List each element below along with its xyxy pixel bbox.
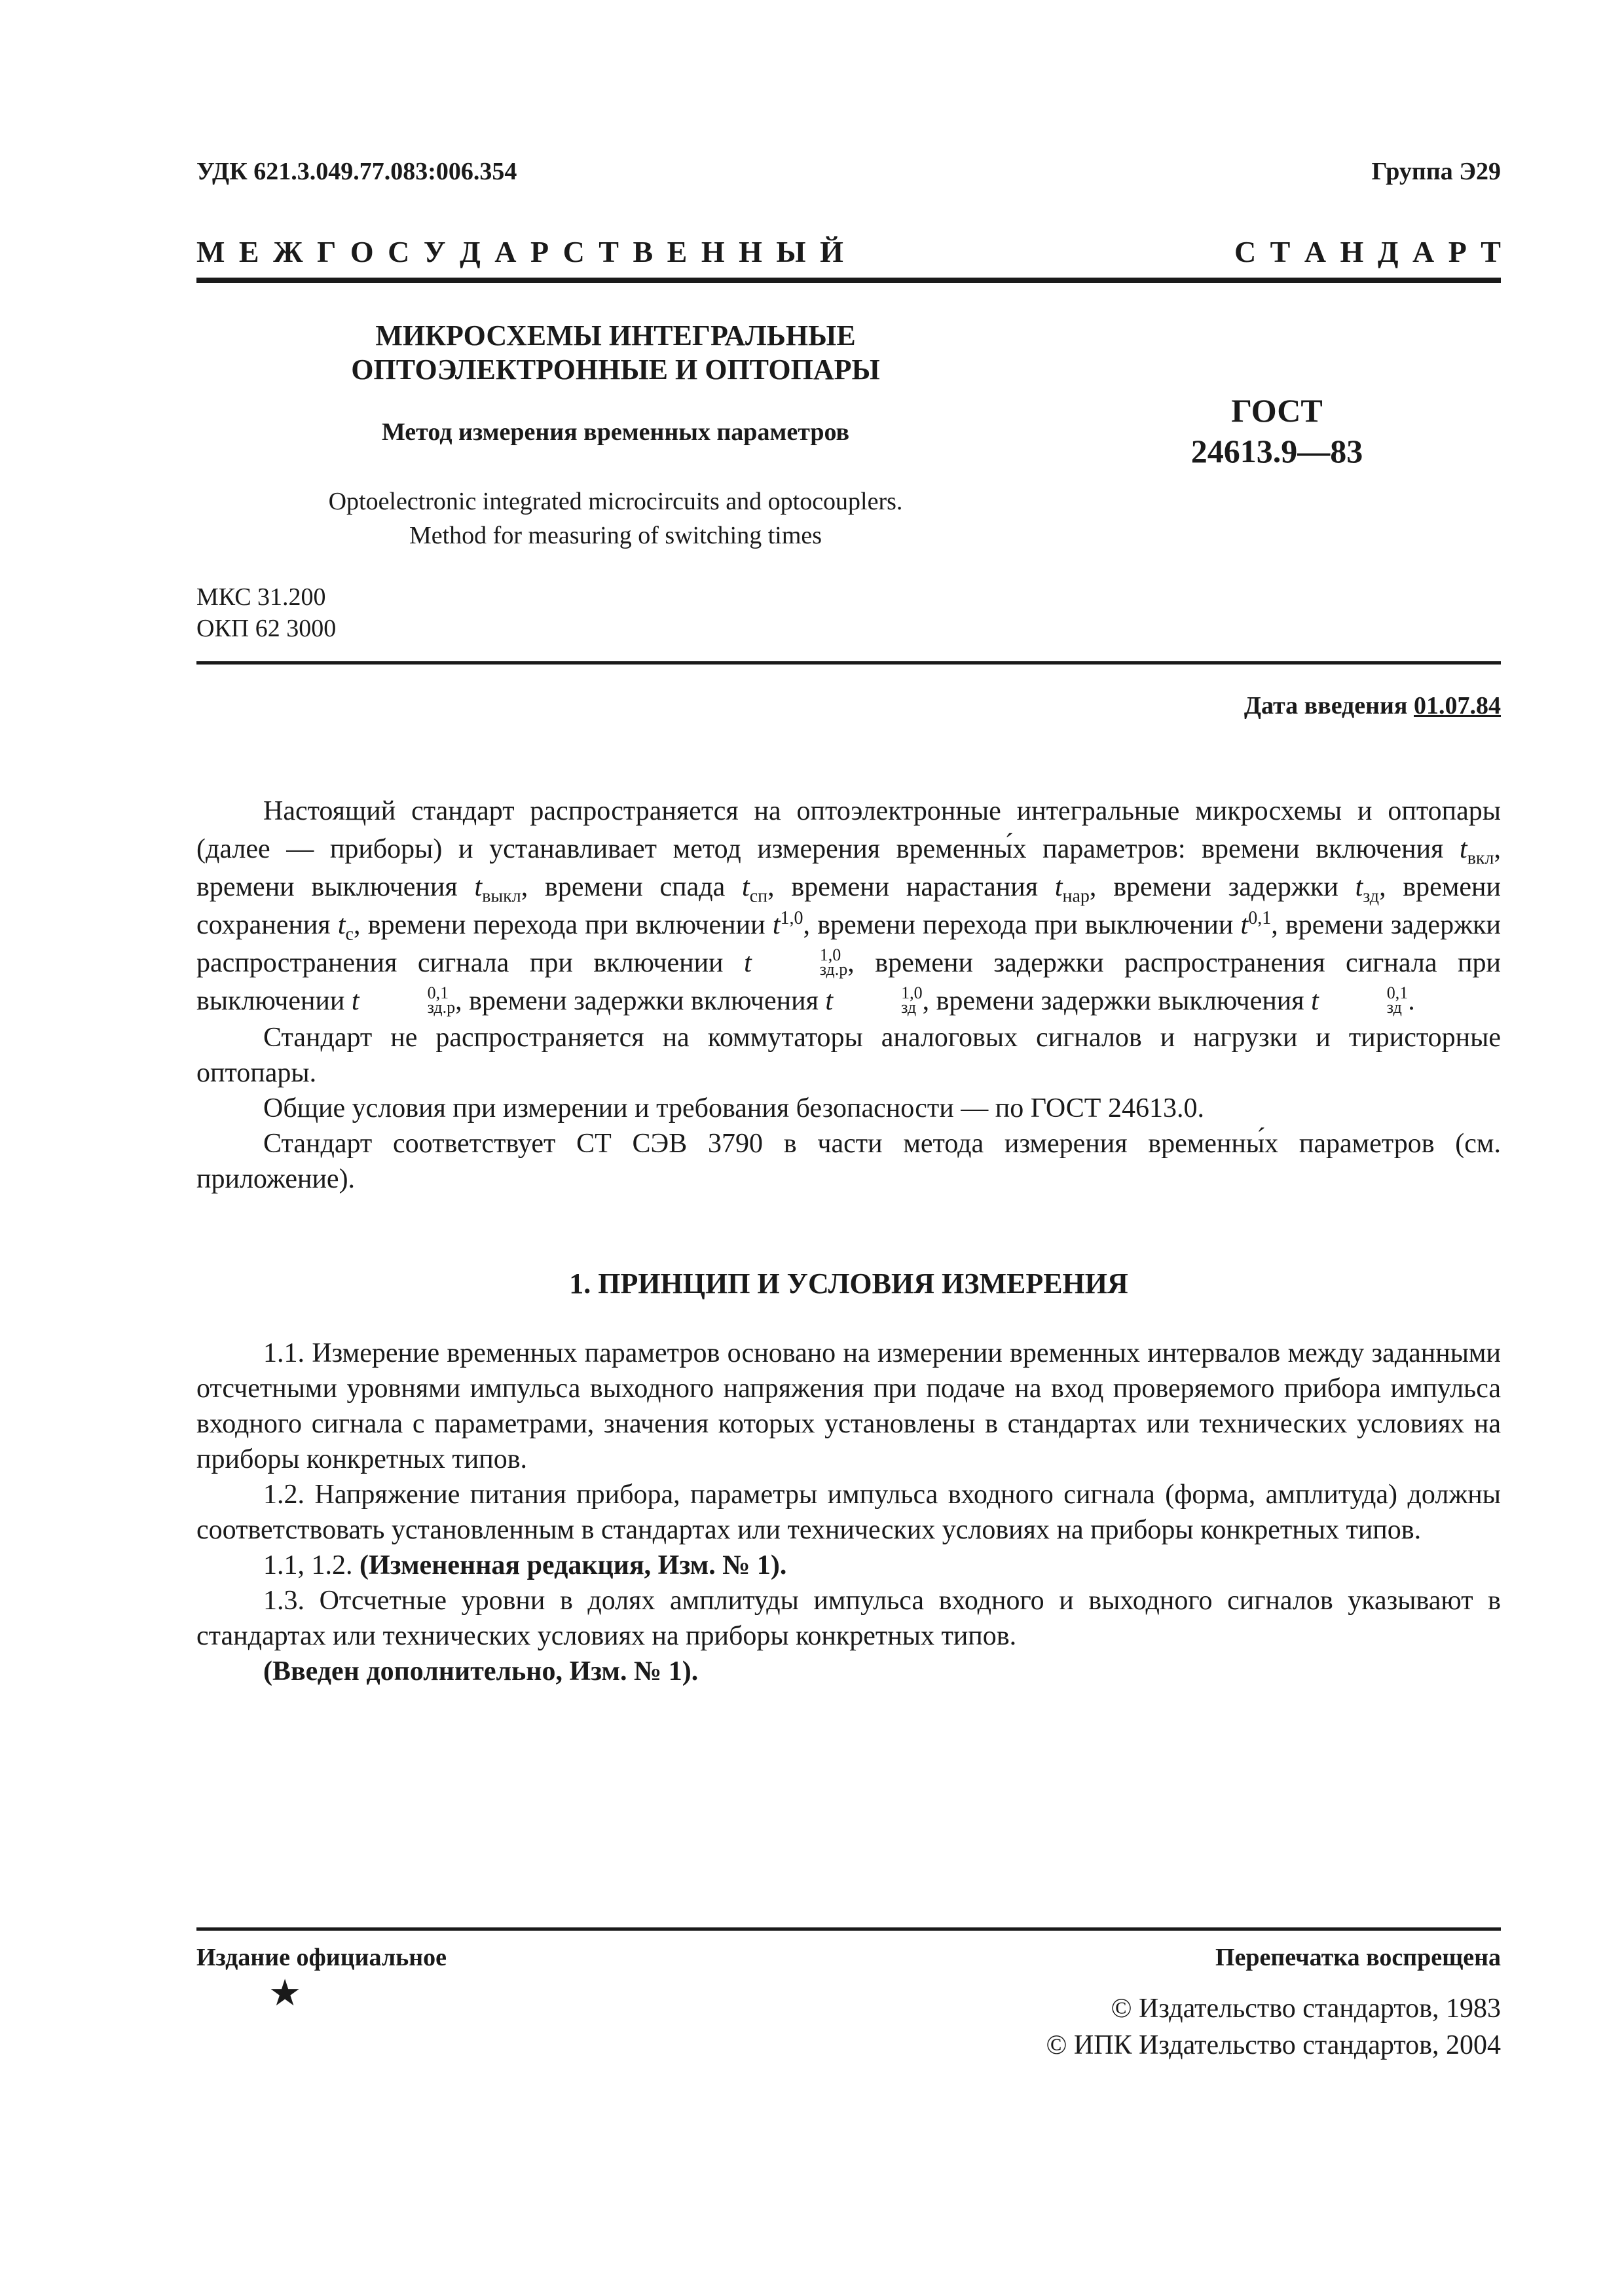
interstate-word: М Е Ж Г О С У Д А Р С Т В Е Н Н Ы Й [196,235,843,268]
clause-1-1: 1.1. Измерение временных параметров основано на измерении временных интервалов между заданными отсчетными уровнями импульса выходного напряжения при подаче на вход проверяемого прибора импульса входного сигнала с параметрами, значения которых установлены в стандартах или технических условиях на приборы конкретных типов. [196,1338,1501,1474]
introduction-date-value: 01.07.84 [1414,692,1501,720]
section-1-body [196,1336,1501,1689]
title-rule [196,661,1501,665]
reprint-prohibited: Перепечатка воспрещена [1215,1944,1501,1971]
gost-designation [1113,390,1441,471]
gost-label: ГОСТ [1231,392,1323,429]
english-title-line-1: Optoelectronic integrated microcircuits and optocouplers. [328,488,903,515]
standard-word: С Т А Н Д А Р Т [1234,235,1501,268]
intro-paragraph-compliance: Стандарт соответствует СТ СЭВ 3790 в части метода измерения временны́х параметров (см. приложение). [196,1129,1501,1194]
introduction-date [1244,691,1501,720]
intro-paragraph-general-conditions: Общие условия при измерении и требования безопасности — по ГОСТ 24613.0. [263,1093,1204,1123]
footer-rule [196,1927,1501,1931]
clause-revision-note: 1.1, 1.2. (Измененная редакция, Изм. № 1). [263,1550,787,1580]
intro-paragraph-exclusions: Стандарт не распространяется на коммутаторы аналоговых сигналов и нагрузки и тиристорные оптопары. [196,1023,1501,1088]
title-line-2: ОПТОЭЛЕКТРОННЫЕ И ОПТОПАРЫ [351,354,880,386]
intro-paragraph-scope: Настоящий стандарт распространяется на оптоэлектронные интегральные микросхемы и оптопары (далее — приборы) и устанавливает метод измерения временны́х параметров: времени включения $t_{вкл}$, времени выключения $t_{выкл}$, времени спада $t_{сп}$, времени нарастания $t_{нар}$, времени задержки $t_{зд}$, времени сохранения $t_с$, времени перехода при включении $t^{1,0}$, времени перехода при выключении $t^{0,1}$, времени задержки распространения сигнала при включении t 1,0 зд.р , времени задержки распространения сигнала при выключении t 0,1 зд.р , времени задержки включения t 1,0 зд , времени задержки выключения t 0,1 зд . [196,796,1501,1017]
english-title-line-2: Method for measuring of switching times [409,522,822,549]
title-line-1: МИКРОСХЕМЫ ИНТЕГРАЛЬНЫЕ [375,319,856,352]
introduction [196,792,1501,1197]
okp-code: ОКП 62 3000 [196,615,337,642]
mks-code: МКС 31.200 [196,583,326,611]
copyright-1983: © Издательство стандартов, 1983 [1111,1994,1501,2024]
official-edition: Издание официальное [196,1944,447,1971]
classification-codes [196,581,336,644]
introduction-date-label: Дата введения [1244,692,1408,720]
copyright-2004: © ИПК Издательство стандартов, 2004 [1046,2030,1501,2060]
english-title [288,484,943,553]
header-rule [196,278,1501,283]
star-icon: ★ [268,1973,302,2014]
gost-number: 24613.9—83 [1190,433,1363,469]
clause-1-2: 1.2. Напряжение питания прибора, параметры импульса входного сигнала (форма, амплитуда) должны соответствовать установленным в стандартах или технических условиях на приборы конкретных типов. [196,1480,1501,1545]
section-1-heading: 1. ПРИНЦИП И УСЛОВИЯ ИЗМЕРЕНИЯ [569,1267,1128,1300]
udk-code: УДК 621.3.049.77.083:006.354 [196,158,517,185]
document-title [288,319,943,387]
group-code: Группа Э29 [1371,158,1501,185]
document-subtitle: Метод измерения временных параметров [381,418,850,446]
clause-added-note: (Введен дополнительно, Изм. № 1). [263,1656,699,1686]
clause-1-3: 1.3. Отсчетные уровни в долях амплитуды импульса входного и выходного сигналов указывают в стандартах или технических условиях на приборы конкретных типов. [196,1586,1501,1651]
copyright-block [1046,1990,1501,2064]
